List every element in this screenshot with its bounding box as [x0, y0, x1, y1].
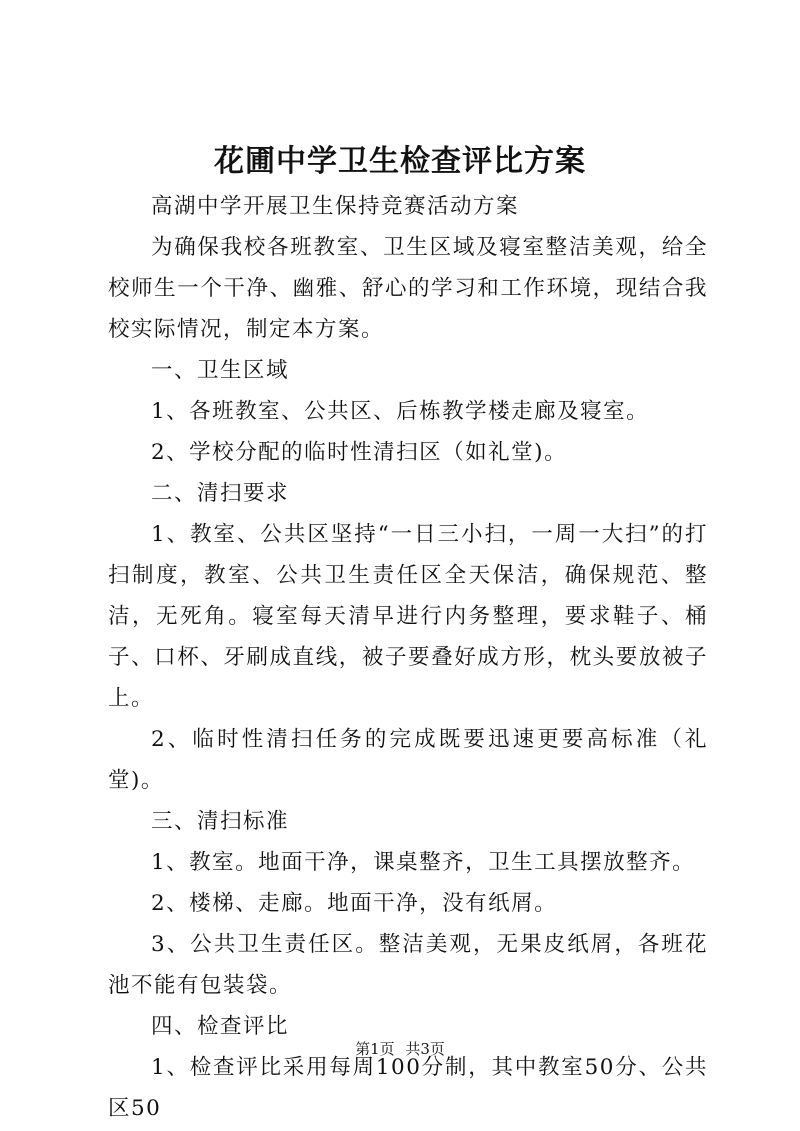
- paragraph-item: 1、各班教室、公共区、后栋教学楼走廊及寝室。: [151, 399, 650, 424]
- section-heading-3: 三、清扫标准: [151, 809, 290, 834]
- section-heading-2: 二、清扫要求: [151, 481, 290, 506]
- paragraph-subtitle: 高湖中学开展卫生保持竞赛活动方案: [151, 194, 520, 219]
- paragraph-item: 1、教室、公共区坚持“一日三小扫，一周一大扫”的打扫制度，教室、公共卫生责任区全天保洁，确保规范、整洁，无死角。寝室每天清早进行内务整理，要求鞋子、桶子、口杯、牙刷成直线，被子要叠好成方形，枕头要放被子上。: [108, 522, 708, 711]
- paragraph-item: 2、临时性清扫任务的完成既要迅速更要高标准（礼堂)。: [108, 727, 708, 793]
- page-total: 共3页: [405, 1040, 445, 1058]
- paragraph-item: 2、楼梯、走廊。地面干净，没有纸屑。: [151, 891, 558, 916]
- paragraph-item: 3、公共卫生责任区。整洁美观，无果皮纸屑，各班花池不能有包装袋。: [108, 932, 708, 998]
- paragraph-item: 1、检查评比采用每周100分制，其中教室50分、公共区50: [108, 1055, 708, 1121]
- document-title: 花圃中学卫生检查评比方案: [214, 144, 586, 179]
- paragraph-intro: 为确保我校各班教室、卫生区域及寝室整洁美观，给全校师生一个干净、幽雅、舒心的学习和工作环境，现结合我校实际情况，制定本方案。: [108, 235, 708, 342]
- page-number: 第1页: [355, 1040, 395, 1058]
- section-heading-1: 一、卫生区域: [151, 358, 290, 383]
- section-heading-4: 四、检查评比: [151, 1014, 290, 1039]
- page-footer: [0, 1039, 800, 1059]
- paragraph-item: 1、教室。地面干净，课桌整齐，卫生工具摆放整齐。: [151, 850, 696, 875]
- paragraph-item: 2、学校分配的临时性清扫区（如礼堂)。: [151, 440, 568, 465]
- document-body: [108, 186, 708, 1129]
